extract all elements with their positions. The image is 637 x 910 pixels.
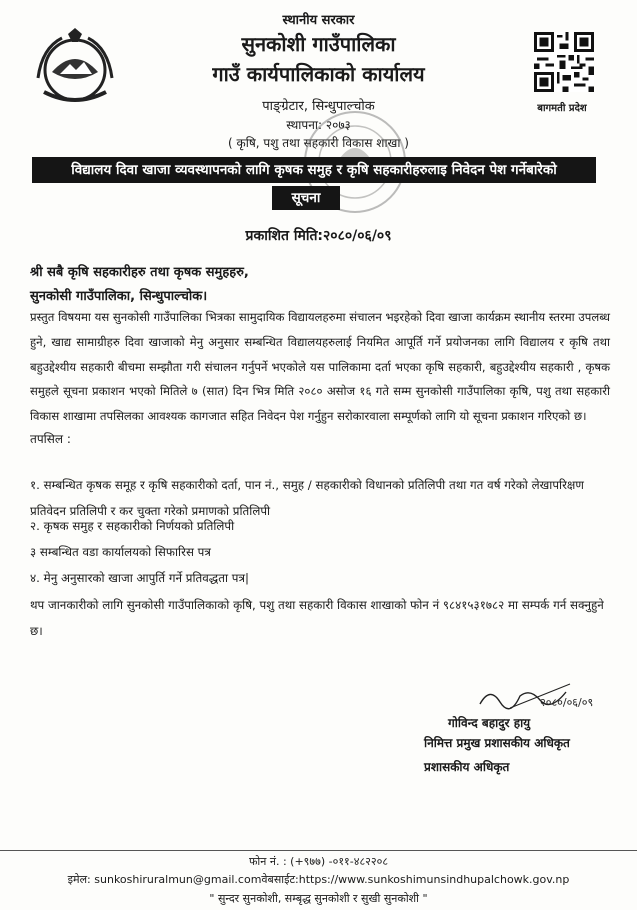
- footer-phone: फोन नं. : (+९७७) -०११-४८२२०८: [248, 855, 389, 868]
- details-item-3: ३ सम्बन्धित वडा कार्यालयको सिफारिस पत्र: [30, 545, 211, 559]
- header-office-name: गाउँ कार्यपालिकाको कार्यालय: [212, 62, 425, 86]
- details-item-2: २. कृषक समुह र सहकारीको निर्णयको प्रतिलिपी: [30, 519, 235, 533]
- signatory-name: गोविन्द बहादुर हायु: [448, 716, 531, 730]
- header-branch: ( कृषि, पशु तथा सहकारी विकास शाखा ): [228, 136, 409, 150]
- signature-date: २०८०/०६/०९: [540, 696, 594, 709]
- details-heading: तपसिल :: [30, 432, 71, 446]
- addressee-line-2: सुनकोसी गाउँपालिका, सिन्धुपाल्चोक।: [30, 289, 208, 304]
- province-label: बागमती प्रदेश: [537, 103, 587, 114]
- header-local-government: स्थानीय सरकार: [282, 13, 355, 28]
- details-item-1: १. सम्बन्धित कृषक समूह र कृषि सहकारीको दर्ता, पान नं., समुह / सहकारीको विधानको प्रतिलिपी तथा गत वर्ष गरेको लेखापरिक्षण प्रतिवेदन प्रतिलिपी र कर चुक्ता गरेको प्रमाणको प्रतिलिपी: [30, 478, 584, 518]
- notice-title: विद्यालय दिवा खाजा व्यवस्थापनको लागि कृषक समुह र कृषि सहकारीहरुलाइ निवेदन पेश गर्नेबारेको: [32, 157, 596, 183]
- footer-motto: " सुन्दर सुनकोशी, सम्बृद्ध सुनकोशी र सुखी सुनकोशी ": [209, 892, 428, 905]
- notice-title-word: सूचना: [272, 186, 340, 210]
- footer-divider: [0, 850, 637, 851]
- contact-info: थप जानकारीको लागि सुनकोसी गाउँपालिकाको कृषि, पशु तथा सहकारी विकास शाखाको फोन नं ९८४१५३१७८२ मा सम्पर्क गर्न सक्नुहुने छ।: [30, 598, 604, 638]
- header-established: स्थापना: २०७३: [286, 118, 351, 132]
- signatory-title: निमित्त प्रमुख प्रशासकीय अधिकृत: [424, 736, 570, 750]
- header-address: पाङ्ग्रेटार, सिन्धुपाल्चोक: [262, 99, 375, 114]
- addressee-line-1: श्री सबै कृषि सहकारीहरु तथा कृषक समुहहरु,: [30, 265, 249, 280]
- header-municipality-name: सुनकोशी गाउँपालिका: [241, 32, 396, 56]
- signature-block: [470, 678, 600, 718]
- signatory-title-2: प्रशासकीय अधिकृत: [424, 760, 510, 774]
- notice-body: प्रस्तुत विषयमा यस सुनकोसी गाउँपालिका भित्रका सामुदायिक विद्यायलहरुमा संचालन भइरहेको दिवा खाजा कार्यक्रम स्थानीय स्तरमा उपलब्ध हुने, खाद्य सामाग्रीहरु दिवा खाजाको मेनु अनुसार सम्बन्धित विद्यालयहरुलाई नियमित आपूर्ति गर्ने प्रयोजनका लागि विद्यालय र कृषि तथा बहुउद्देश्यीय सहकारी बीचमा सम्झौता गरी संचालन गर्नुपर्ने भएकोले यस पालिकामा दर्ता भएका कृषि सहकारी, बहुउद्देश्यीय सहकारी , कृषक समुहले सूचना प्रकाशन भएको मितिले ७ (सात) दिन भित्र मिति २०८० असोज १६ गते सम्म सुनकोसी गाउँपालिका कृषि, पशु तथा सहकारी विकास शाखामा तपसिलका आवश्यक कागजात सहित निवेदन पेश गर्नुहुन सरोकारवाला सम्पूर्णको लागि यो सूचना प्रकाशन गरिएको छ।: [30, 310, 610, 424]
- qr-code-icon: [534, 32, 594, 92]
- published-date: प्रकाशित मिति:२०८०/०६/०९: [245, 228, 392, 244]
- details-item-4: ४. मेनु अनुसारको खाजा आपुर्ति गर्ने प्रतिवद्धता पत्र|: [30, 571, 249, 585]
- footer-email-website: इमेल: sunkoshiruralmun@gmail.comवेबसाईट:https://www.sunkoshimunsindhupalchowk.gov.np: [67, 873, 570, 886]
